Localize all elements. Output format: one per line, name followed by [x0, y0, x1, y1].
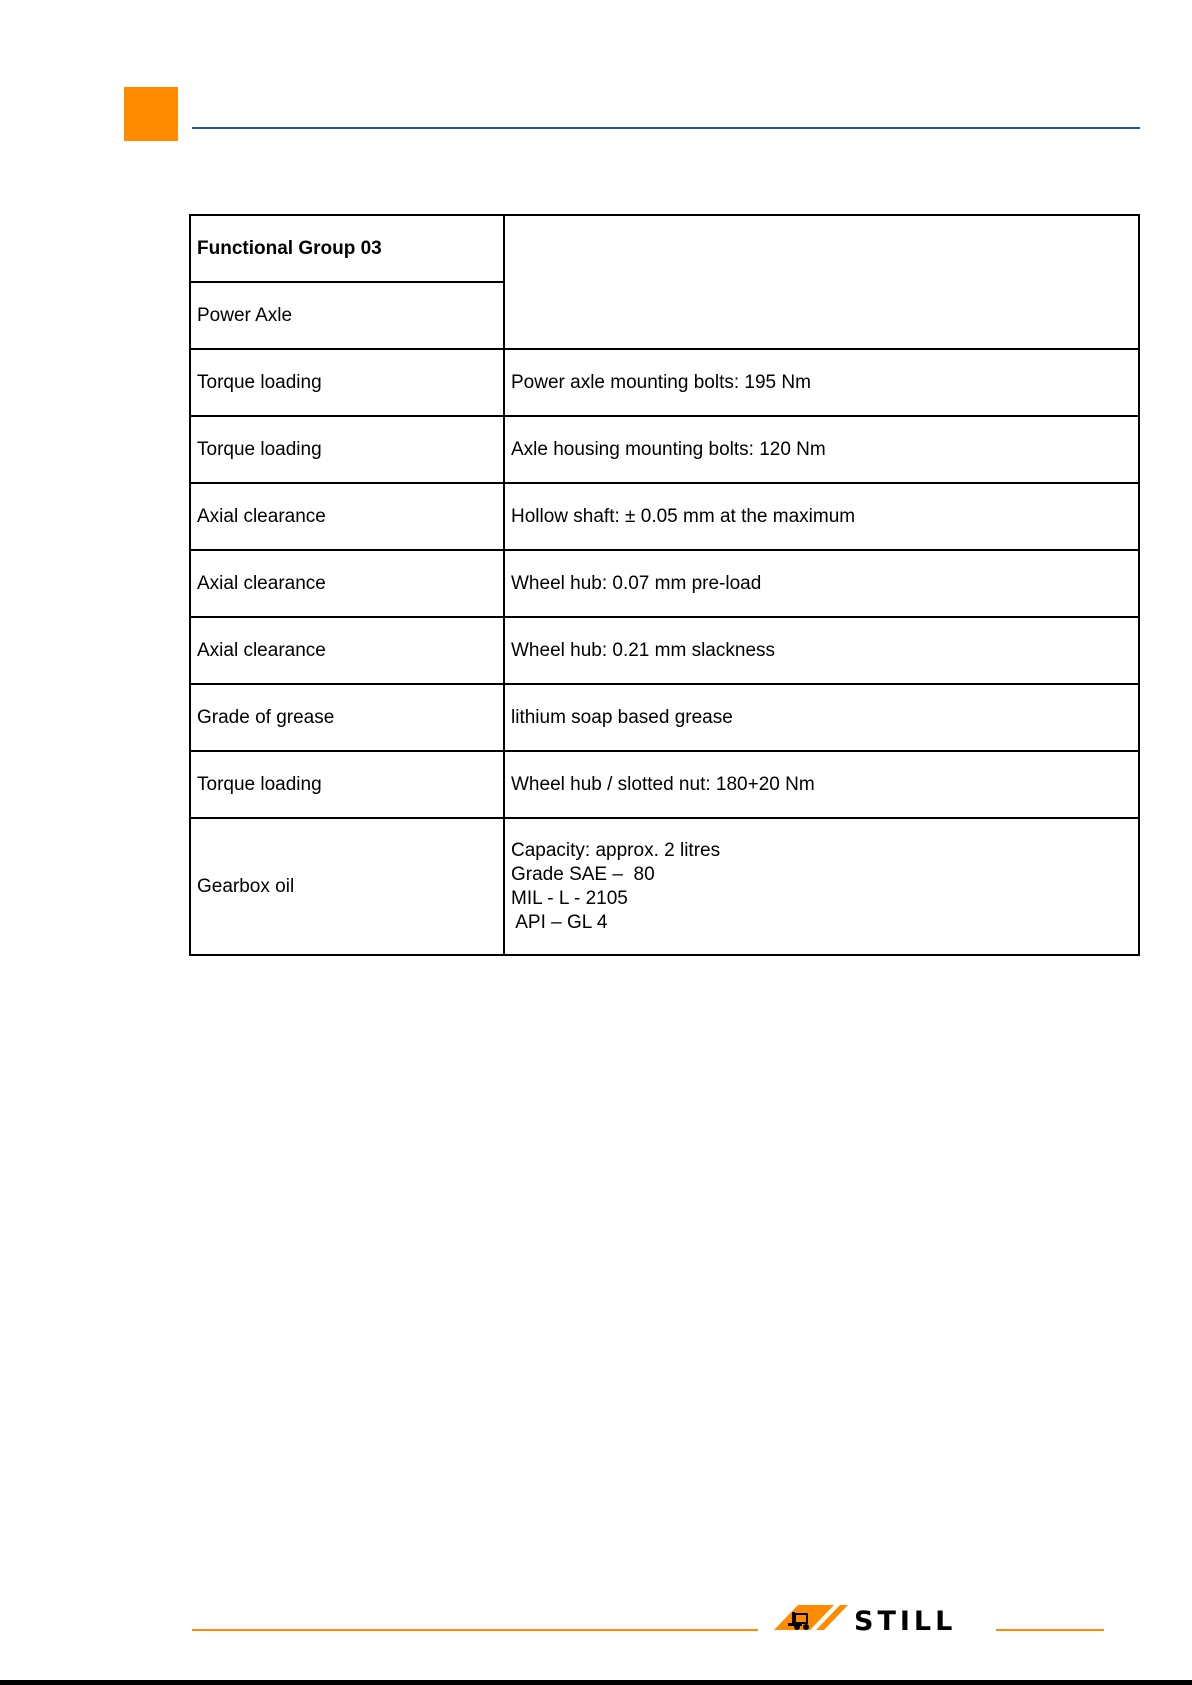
row-label: Torque loading	[190, 349, 504, 416]
row-label: Torque loading	[190, 751, 504, 818]
row-label: Grade of grease	[190, 684, 504, 751]
gearbox-line: Capacity: approx. 2 litres	[511, 839, 721, 861]
gearbox-value	[504, 818, 1139, 955]
row-label: Axial clearance	[190, 617, 504, 684]
gearbox-line: API – GL 4	[511, 911, 608, 933]
footer-rule-left	[192, 1629, 758, 1631]
row-value: Wheel hub / slotted nut: 180+20 Nm	[504, 751, 1139, 818]
section-marker	[124, 87, 178, 141]
row-value: Wheel hub: 0.21 mm slackness	[504, 617, 1139, 684]
row-label: Axial clearance	[190, 550, 504, 617]
row-value: Axle housing mounting bolts: 120 Nm	[504, 416, 1139, 483]
table-row	[190, 684, 1139, 751]
spec-table	[189, 214, 1140, 956]
row-label: Axial clearance	[190, 483, 504, 550]
footer-rule-right	[996, 1629, 1104, 1631]
gearbox-line: MIL - L - 2105	[511, 887, 628, 909]
row-label: Torque loading	[190, 416, 504, 483]
group-name: Power Axle	[190, 282, 504, 349]
logo-wordmark: STILL	[854, 1606, 957, 1637]
page-edge	[0, 1680, 1192, 1685]
header-rule	[192, 127, 1140, 129]
group-title: Functional Group 03	[190, 215, 504, 282]
group-blank-cell	[504, 215, 1139, 349]
table-row	[190, 550, 1139, 617]
table-row	[190, 617, 1139, 684]
table-row	[190, 215, 1139, 282]
gearbox-line: Grade SAE – 80	[511, 863, 655, 885]
gearbox-label: Gearbox oil	[190, 818, 504, 955]
row-value: lithium soap based grease	[504, 684, 1139, 751]
still-logo	[764, 1604, 994, 1638]
table-row	[190, 751, 1139, 818]
row-value: Hollow shaft: ± 0.05 mm at the maximum	[504, 483, 1139, 550]
row-value: Wheel hub: 0.07 mm pre-load	[504, 550, 1139, 617]
row-value: Power axle mounting bolts: 195 Nm	[504, 349, 1139, 416]
table-row	[190, 416, 1139, 483]
table-row	[190, 483, 1139, 550]
table-row	[190, 818, 1139, 955]
table-row	[190, 349, 1139, 416]
